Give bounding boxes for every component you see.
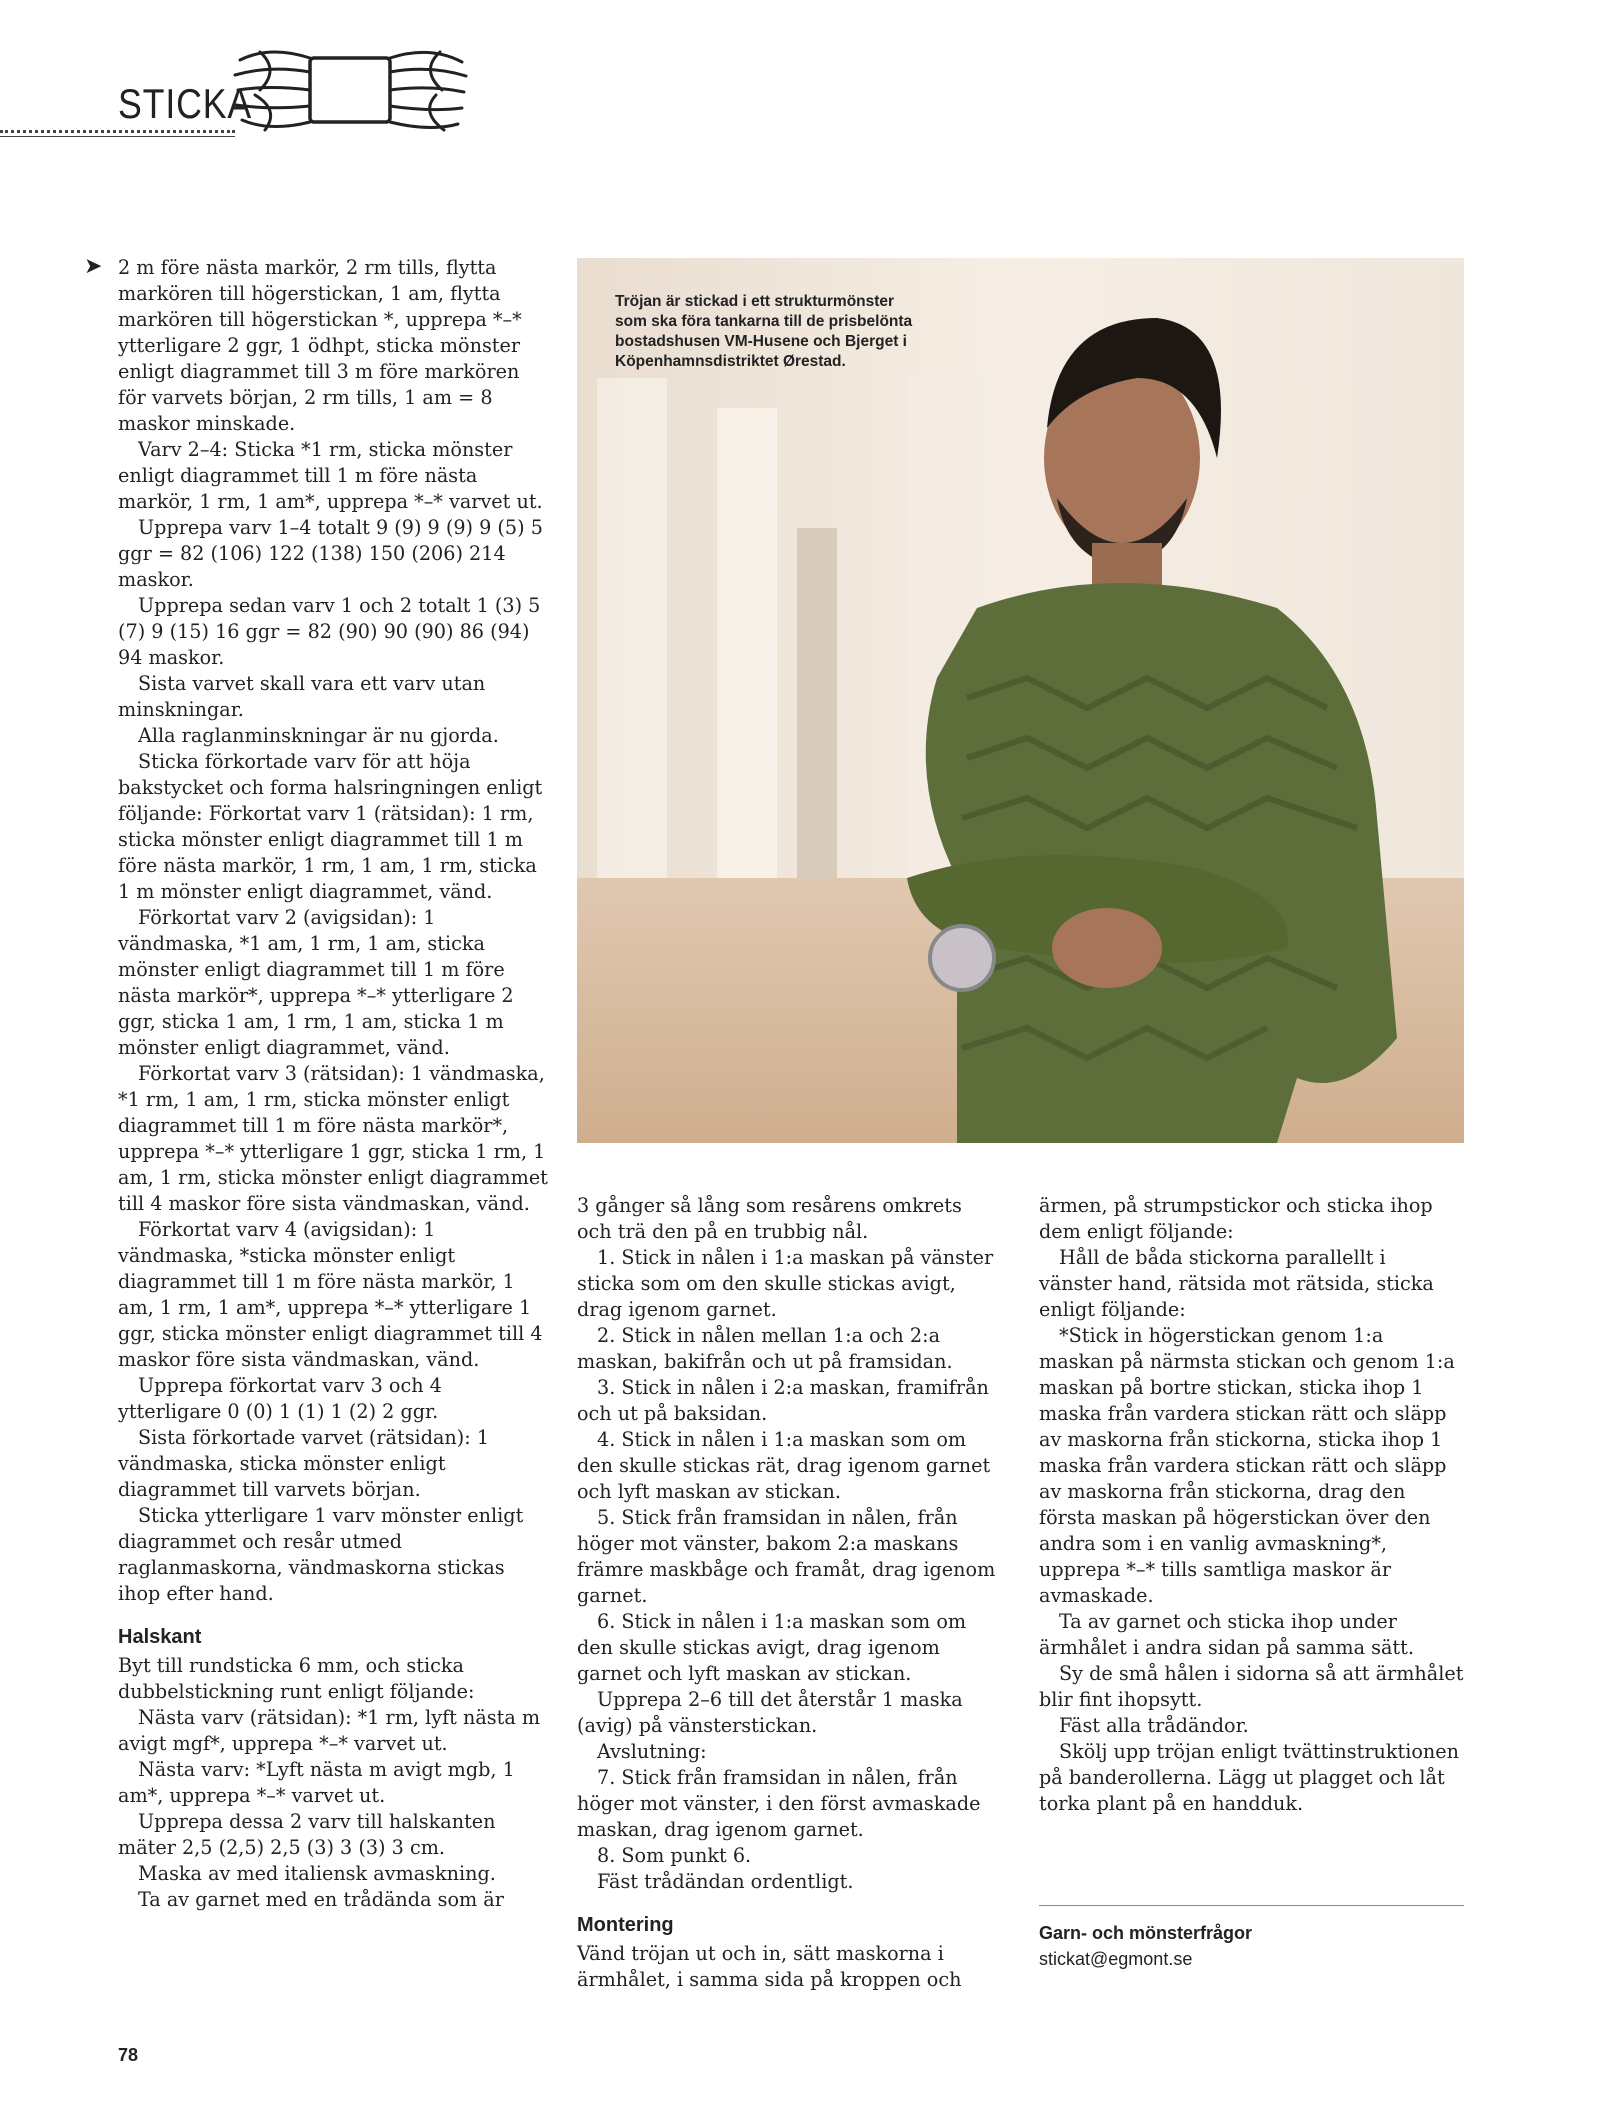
- header-rule: [0, 130, 235, 133]
- paragraph: 1. Stick in nålen i 1:a maskan på vänster sticka som om den skulle stickas avigt, drag igenom garnet.: [577, 1246, 994, 1321]
- paragraph: Skölj upp tröjan enligt tvättinstruktionen på banderollerna. Lägg ut plagget och låt torka plant på en handduk.: [1039, 1740, 1459, 1815]
- header-rule-thin: [0, 136, 235, 137]
- paragraph: Sista varvet skall vara ett varv utan minskningar.: [118, 672, 486, 721]
- paragraph: 2 m före nästa markör, 2 rm tills, flytta markören till högerstickan, 1 am, flytta markören till högerstickan *, upprepa *–* ytterligare 2 ggr, 1 ödhpt, sticka mönster enligt diagrammet till 3 m före markören för varvets början, 2 rm tills, 1 am = 8 maskor minskade.: [118, 256, 522, 435]
- paragraph: ärmen, på strumpstickor och sticka ihop dem enligt följande:: [1039, 1194, 1433, 1243]
- paragraph: 7. Stick från framsidan in nålen, från höger mot vänster, i den först avmaskade maskan, drag igenom garnet.: [577, 1766, 981, 1841]
- sweater-photo: [577, 258, 1464, 1143]
- contact-title: Garn- och mönsterfrågor: [1039, 1923, 1253, 1943]
- paragraph: Alla raglanminskningar är nu gjorda.: [138, 724, 499, 747]
- paragraph: Fäst alla trådändor.: [1059, 1714, 1249, 1737]
- instructions-column-3: [1039, 1193, 1464, 1817]
- paragraph: Förkortat varv 2 (avigsidan): 1 vändmaska, *1 am, 1 rm, 1 am, sticka mönster enligt diagrammet till 1 m före nästa markör*, upprepa *–* ytterligare 2 ggr, sticka 1 am, 1 rm, 1 am, sticka 1 m mönster enligt diagrammet, vänd.: [118, 906, 514, 1059]
- paragraph: 4. Stick in nålen i 1:a maskan som om den skulle stickas rät, drag igenom garnet och lyft maskan av stickan.: [577, 1428, 991, 1503]
- contact-email[interactable]: stickat@egmont.se: [1039, 1949, 1193, 1969]
- paragraph: Upprepa förkortat varv 3 och 4 ytterligare 0 (0) 1 (1) 1 (2) 2 ggr.: [118, 1374, 442, 1423]
- paragraph: 8. Som punkt 6.: [597, 1844, 752, 1867]
- paragraph: Upprepa 2–6 till det återstår 1 maska (avig) på vänsterstickan.: [577, 1688, 963, 1737]
- paragraph: Förkortat varv 4 (avigsidan): 1 vändmaska, *sticka mönster enligt diagrammet till 1 m före nästa markör, 1 am, 1 rm, 1 am*, upprepa *–* ytterligare 1 ggr, sticka mönster enligt diagrammet till 4 maskor före sista vändmaskan, vänd.: [118, 1218, 543, 1371]
- paragraph: 2. Stick in nålen mellan 1:a och 2:a maskan, bakifrån och ut på framsidan.: [577, 1324, 953, 1373]
- continuation-arrow-icon: ➤: [84, 254, 103, 279]
- paragraph: Förkortat varv 3 (rätsidan): 1 vändmaska, *1 rm, 1 am, 1 rm, sticka mönster enligt diagrammet till 1 m före nästa markör*, upprepa *–* ytterligare 1 ggr, sticka 1 rm, 1 am, 1 rm, sticka mönster enligt diagrammet till 4 maskor före sista vändmaskan, vänd.: [118, 1062, 548, 1215]
- paragraph: 3 gånger så lång som resårens omkrets och trä den på en trubbig nål.: [577, 1194, 962, 1243]
- paragraph: Ta av garnet och sticka ihop under ärmhålet i andra sidan på samma sätt.: [1039, 1610, 1414, 1659]
- paragraph: Vänd tröjan ut och in, sätt maskorna i ärmhålet, i samma sida på kroppen och: [577, 1942, 962, 1991]
- instructions-column-1: [118, 255, 548, 1913]
- paragraph: Avslutning:: [597, 1740, 707, 1763]
- paragraph: Sticka ytterligare 1 varv mönster enligt diagrammet och resår utmed raglanmaskorna, vändmaskorna stickas ihop efter hand.: [118, 1504, 524, 1605]
- page-number: 78: [118, 2045, 139, 2065]
- paragraph: Upprepa dessa 2 varv till halskanten mäter 2,5 (2,5) 2,5 (3) 3 (3) 3 cm.: [118, 1810, 496, 1859]
- paragraph: Upprepa varv 1–4 totalt 9 (9) 9 (9) 9 (5) 5 ggr = 82 (106) 122 (138) 150 (206) 214 maskor.: [118, 516, 543, 591]
- paragraph: Maska av med italiensk avmaskning.: [138, 1862, 496, 1885]
- paragraph: Sista förkortade varvet (rätsidan): 1 vändmaska, sticka mönster enligt diagrammet till varvets början.: [118, 1426, 490, 1501]
- halskant-heading: Halskant: [118, 1626, 202, 1648]
- paragraph: Håll de båda stickorna parallellt i vänster hand, rätsida mot rätsida, sticka enligt följande:: [1039, 1246, 1434, 1321]
- paragraph: Sy de små hålen i sidorna så att ärmhålet blir fint ihopsytt.: [1039, 1662, 1464, 1711]
- instructions-column-2: [577, 1193, 997, 1993]
- paragraph: 3. Stick in nålen i 2:a maskan, framifrån och ut på baksidan.: [577, 1376, 989, 1425]
- contact-box: [1039, 1905, 1464, 1972]
- paragraph: Nästa varv (rätsidan): *1 rm, lyft nästa m avigt mgf*, upprepa *–* varvet ut.: [118, 1706, 541, 1755]
- paragraph: Byt till rundsticka 6 mm, och sticka dubbelstickning runt enligt följande:: [118, 1654, 475, 1703]
- montering-heading: Montering: [577, 1914, 674, 1936]
- paragraph: Nästa varv: *Lyft nästa m avigt mgb, 1 am*, upprepa *–* varvet ut.: [118, 1758, 515, 1807]
- paragraph: Upprepa sedan varv 1 och 2 totalt 1 (3) 5 (7) 9 (15) 16 ggr = 82 (90) 90 (90) 86 (94) 94 maskor.: [118, 594, 541, 669]
- paragraph: Fäst trådändan ordentligt.: [597, 1870, 854, 1893]
- paragraph: *Stick in högerstickan genom 1:a maskan på närmsta stickan och genom 1:a maskan på bortre stickan, sticka ihop 1 maska från vardera stickan rätt och släpp av maskorna från stickorna, sticka ihop 1 maska från vardera stickan rätt och släpp av maskorna från stickorna, drag den första maskan på högerstickan över den andra som i en vanlig avmaskning*, upprepa *–* tills samtliga maskor är avmaskade.: [1039, 1324, 1455, 1607]
- paragraph: 5. Stick från framsidan in nålen, från höger mot vänster, bakom 2:a maskans främre maskbåge och framåt, drag igenom garnet.: [577, 1506, 996, 1607]
- paragraph: 6. Stick in nålen i 1:a maskan som om den skulle stickas avigt, drag igenom garnet och lyft maskan av stickan.: [577, 1610, 967, 1685]
- yarn-skein-icon: [230, 40, 470, 140]
- paragraph: Ta av garnet med en trådända som är: [138, 1888, 504, 1911]
- section-title: STICKA: [118, 80, 253, 127]
- paragraph: Sticka förkortade varv för att höja bakstycket och forma halsringningen enligt följande: Förkortat varv 1 (rätsidan): 1 rm, sticka mönster enligt diagrammet till 1 m före nästa markör, 1 rm, 1 am, 1 rm, sticka 1 m mönster enligt diagrammet, vänd.: [118, 750, 543, 903]
- photo-caption: Tröjan är stickad i ett strukturmönster som ska föra tankarna till de prisbelönta bostadshusen VM-Husene och Bjerget i Köpenhamnsdistriktet Ørestad.: [615, 293, 913, 370]
- paragraph: Varv 2–4: Sticka *1 rm, sticka mönster enligt diagrammet till 1 m före nästa markör, 1 rm, 1 am*, upprepa *–* varvet ut.: [118, 438, 543, 513]
